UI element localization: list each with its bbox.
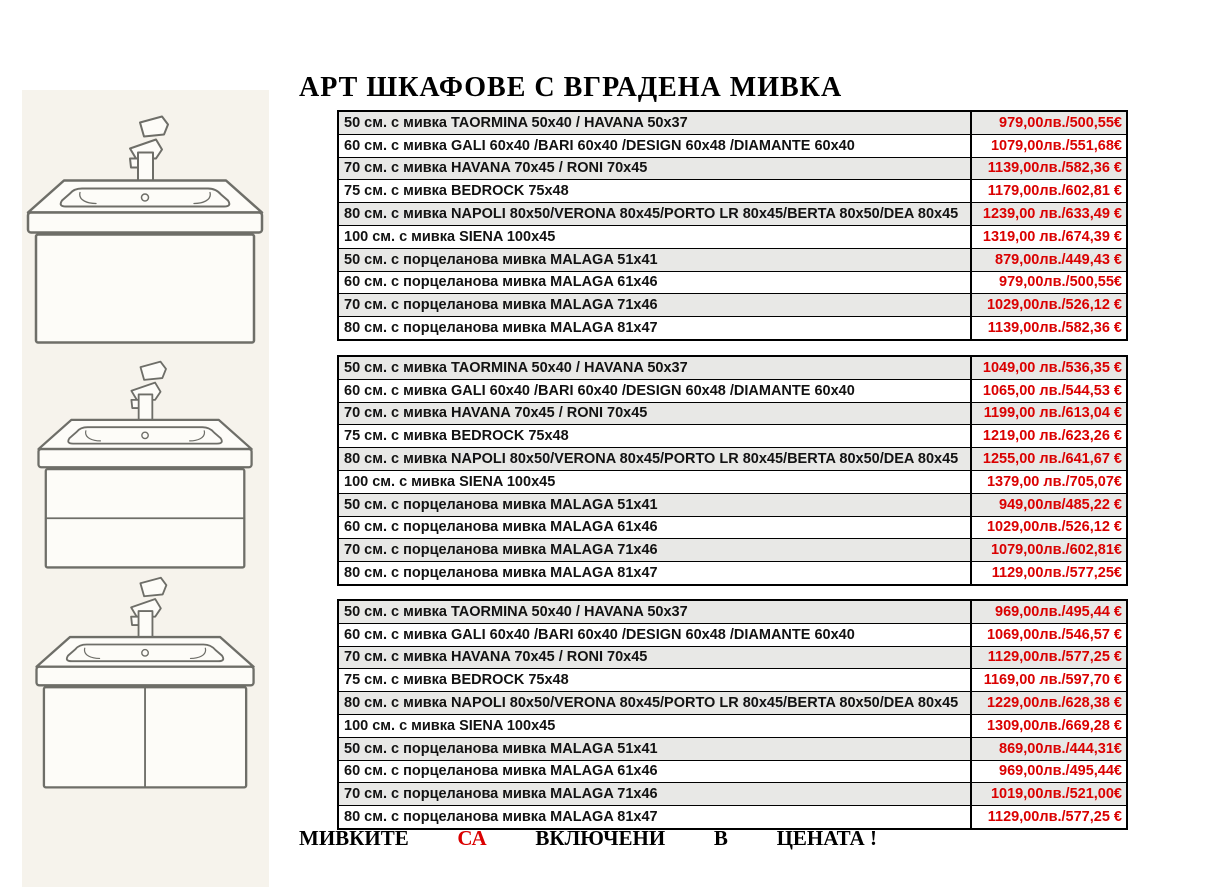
price-row <box>339 112 1126 135</box>
price-row <box>339 448 1126 471</box>
price-value: 979,00лв./500,55€ <box>999 114 1122 131</box>
price-value: 1029,00лв./526,12 € <box>986 297 1122 314</box>
price-row <box>339 180 1126 203</box>
price-row <box>339 494 1126 517</box>
product-description: 60 см. с порцеланова мивка MALAGA 61x46 <box>339 761 972 783</box>
price-row <box>339 425 1126 448</box>
price-value: 1179,00лв./602,81 € <box>987 183 1122 200</box>
product-description: 70 см. с мивка HAVANA 70x45 / RONI 70x45 <box>339 403 972 425</box>
price-row <box>339 624 1126 647</box>
price-row <box>339 249 1126 272</box>
price-value: 1065,00 лв./544,53 € <box>982 382 1122 399</box>
product-description: 100 см. с мивка SIENA 100x45 <box>339 715 972 737</box>
vanity-illustrations-panel <box>22 90 269 887</box>
product-description: 70 см. с порцеланова мивка MALAGA 71x46 <box>339 294 972 316</box>
vanity-two-drawers-image <box>22 358 269 572</box>
product-description: 60 см. с порцеланова мивка MALAGA 61x46 <box>339 517 972 539</box>
price-table-3 <box>337 599 1128 830</box>
price-value: 979,00лв./500,55€ <box>999 274 1122 291</box>
price-value: 1229,00лв./628,38 € <box>986 695 1122 712</box>
price-value: 1309,00лв./669,28 € <box>986 717 1122 734</box>
price-row <box>339 158 1126 181</box>
product-description: 80 см. с мивка NAPOLI 80x50/VERONA 80x45/PORTO LR 80x45/BERTA 80x50/DEA 80x45 <box>339 203 972 225</box>
footer-word: СА <box>457 826 487 850</box>
footer-word: ВКЛЮЧЕНИ <box>535 826 666 850</box>
price-value: 1069,00лв./546,57 € <box>986 626 1122 643</box>
product-description: 100 см. с мивка SIENA 100x45 <box>339 471 972 493</box>
price-row <box>339 562 1126 584</box>
price-row <box>339 272 1126 295</box>
footer-word: ЦЕНАТА ! <box>776 826 877 850</box>
product-description: 70 см. с порцеланова мивка MALAGA 71x46 <box>339 783 972 805</box>
price-value: 1049,00 лв./536,35 € <box>982 359 1122 376</box>
product-description: 75 см. с мивка BEDROCK 75x48 <box>339 425 972 447</box>
price-row <box>339 517 1126 540</box>
price-value: 1169,00 лв./597,70 € <box>983 672 1122 689</box>
price-row <box>339 357 1126 380</box>
price-value: 1319,00 лв./674,39 € <box>982 228 1122 245</box>
price-value: 879,00лв./449,43 € <box>995 251 1122 268</box>
vanity-single-front-image <box>22 110 269 350</box>
product-description: 50 см. с мивка TAORMINA 50x40 / HAVANA 50x37 <box>339 112 972 134</box>
price-value: 1129,00лв./577,25 € <box>987 649 1122 666</box>
price-row <box>339 539 1126 562</box>
price-row <box>339 380 1126 403</box>
product-description: 80 см. с порцеланова мивка MALAGA 81x47 <box>339 562 972 584</box>
product-description: 50 см. с порцеланова мивка MALAGA 51x41 <box>339 494 972 516</box>
product-description: 80 см. с мивка NAPOLI 80x50/VERONA 80x45/PORTO LR 80x45/BERTA 80x50/DEA 80x45 <box>339 448 972 470</box>
page-title: АРТ ШКАФОВЕ С ВГРАДЕНА МИВКА <box>299 72 843 103</box>
price-value: 1129,00лв./577,25€ <box>991 565 1122 582</box>
product-description: 80 см. с мивка NAPOLI 80x50/VERONA 80x45/PORTO LR 80x45/BERTA 80x50/DEA 80x45 <box>339 692 972 714</box>
price-value: 1129,00лв./577,25 € <box>987 809 1122 826</box>
product-description: 60 см. с мивка GALI 60x40 /BARI 60x40 /DESIGN 60x48 /DIAMANTE 60x40 <box>339 135 972 157</box>
product-description: 100 см. с мивка SIENA 100x45 <box>339 226 972 248</box>
price-value: 1079,00лв./551,68€ <box>990 137 1122 154</box>
product-description: 50 см. с порцеланова мивка MALAGA 51x41 <box>339 738 972 760</box>
price-value: 949,00лв/485,22 € <box>999 496 1122 513</box>
price-value: 1255,00 лв./641,67 € <box>982 451 1122 468</box>
price-row <box>339 226 1126 249</box>
price-row <box>339 761 1126 784</box>
footer-word: МИВКИТЕ <box>299 826 409 850</box>
price-value: 869,00лв./444,31€ <box>999 740 1122 757</box>
price-value: 1029,00лв./526,12 € <box>986 519 1122 536</box>
price-row <box>339 738 1126 761</box>
price-value: 969,00лв./495,44 € <box>995 603 1122 620</box>
price-value: 1019,00лв./521,00€ <box>990 786 1122 803</box>
sinks-included-note <box>299 826 877 851</box>
price-row <box>339 471 1126 494</box>
price-row <box>339 203 1126 226</box>
price-row <box>339 403 1126 426</box>
product-description: 50 см. с мивка TAORMINA 50x40 / HAVANA 50x37 <box>339 601 972 623</box>
price-row <box>339 294 1126 317</box>
product-description: 75 см. с мивка BEDROCK 75x48 <box>339 669 972 691</box>
price-row <box>339 135 1126 158</box>
product-description: 50 см. с мивка TAORMINA 50x40 / HAVANA 50x37 <box>339 357 972 379</box>
product-description: 50 см. с порцеланова мивка MALAGA 51x41 <box>339 249 972 271</box>
vanity-two-doors-image <box>22 574 269 792</box>
price-value: 1239,00 лв./633,49 € <box>982 206 1122 223</box>
product-description: 60 см. с мивка GALI 60x40 /BARI 60x40 /DESIGN 60x48 /DIAMANTE 60x40 <box>339 624 972 646</box>
price-table-1 <box>337 110 1128 341</box>
product-description: 80 см. с порцеланова мивка MALAGA 81x47 <box>339 317 972 339</box>
footer-word: В <box>713 826 728 850</box>
product-description: 70 см. с порцеланова мивка MALAGA 71x46 <box>339 539 972 561</box>
product-description: 60 см. с мивка GALI 60x40 /BARI 60x40 /DESIGN 60x48 /DIAMANTE 60x40 <box>339 380 972 402</box>
price-row <box>339 669 1126 692</box>
price-value: 1139,00лв./582,36 € <box>987 320 1122 337</box>
price-row <box>339 647 1126 670</box>
price-row <box>339 601 1126 624</box>
product-description: 75 см. с мивка BEDROCK 75x48 <box>339 180 972 202</box>
price-row <box>339 783 1126 806</box>
product-description: 70 см. с мивка HAVANA 70x45 / RONI 70x45 <box>339 158 972 180</box>
price-value: 1199,00 лв./613,04 € <box>983 405 1122 422</box>
price-row <box>339 715 1126 738</box>
price-row <box>339 806 1126 828</box>
price-value: 1379,00 лв./705,07€ <box>986 473 1122 490</box>
price-value: 1219,00 лв./623,26 € <box>982 428 1122 445</box>
product-description: 60 см. с порцеланова мивка MALAGA 61x46 <box>339 272 972 294</box>
price-row <box>339 317 1126 339</box>
price-value: 1079,00лв./602,81€ <box>990 542 1122 559</box>
price-value: 969,00лв./495,44€ <box>999 763 1122 780</box>
price-table-2 <box>337 355 1128 586</box>
price-value: 1139,00лв./582,36 € <box>987 160 1122 177</box>
product-description: 70 см. с мивка HAVANA 70x45 / RONI 70x45 <box>339 647 972 669</box>
product-description: 80 см. с порцеланова мивка MALAGA 81x47 <box>339 806 972 828</box>
price-row <box>339 692 1126 715</box>
